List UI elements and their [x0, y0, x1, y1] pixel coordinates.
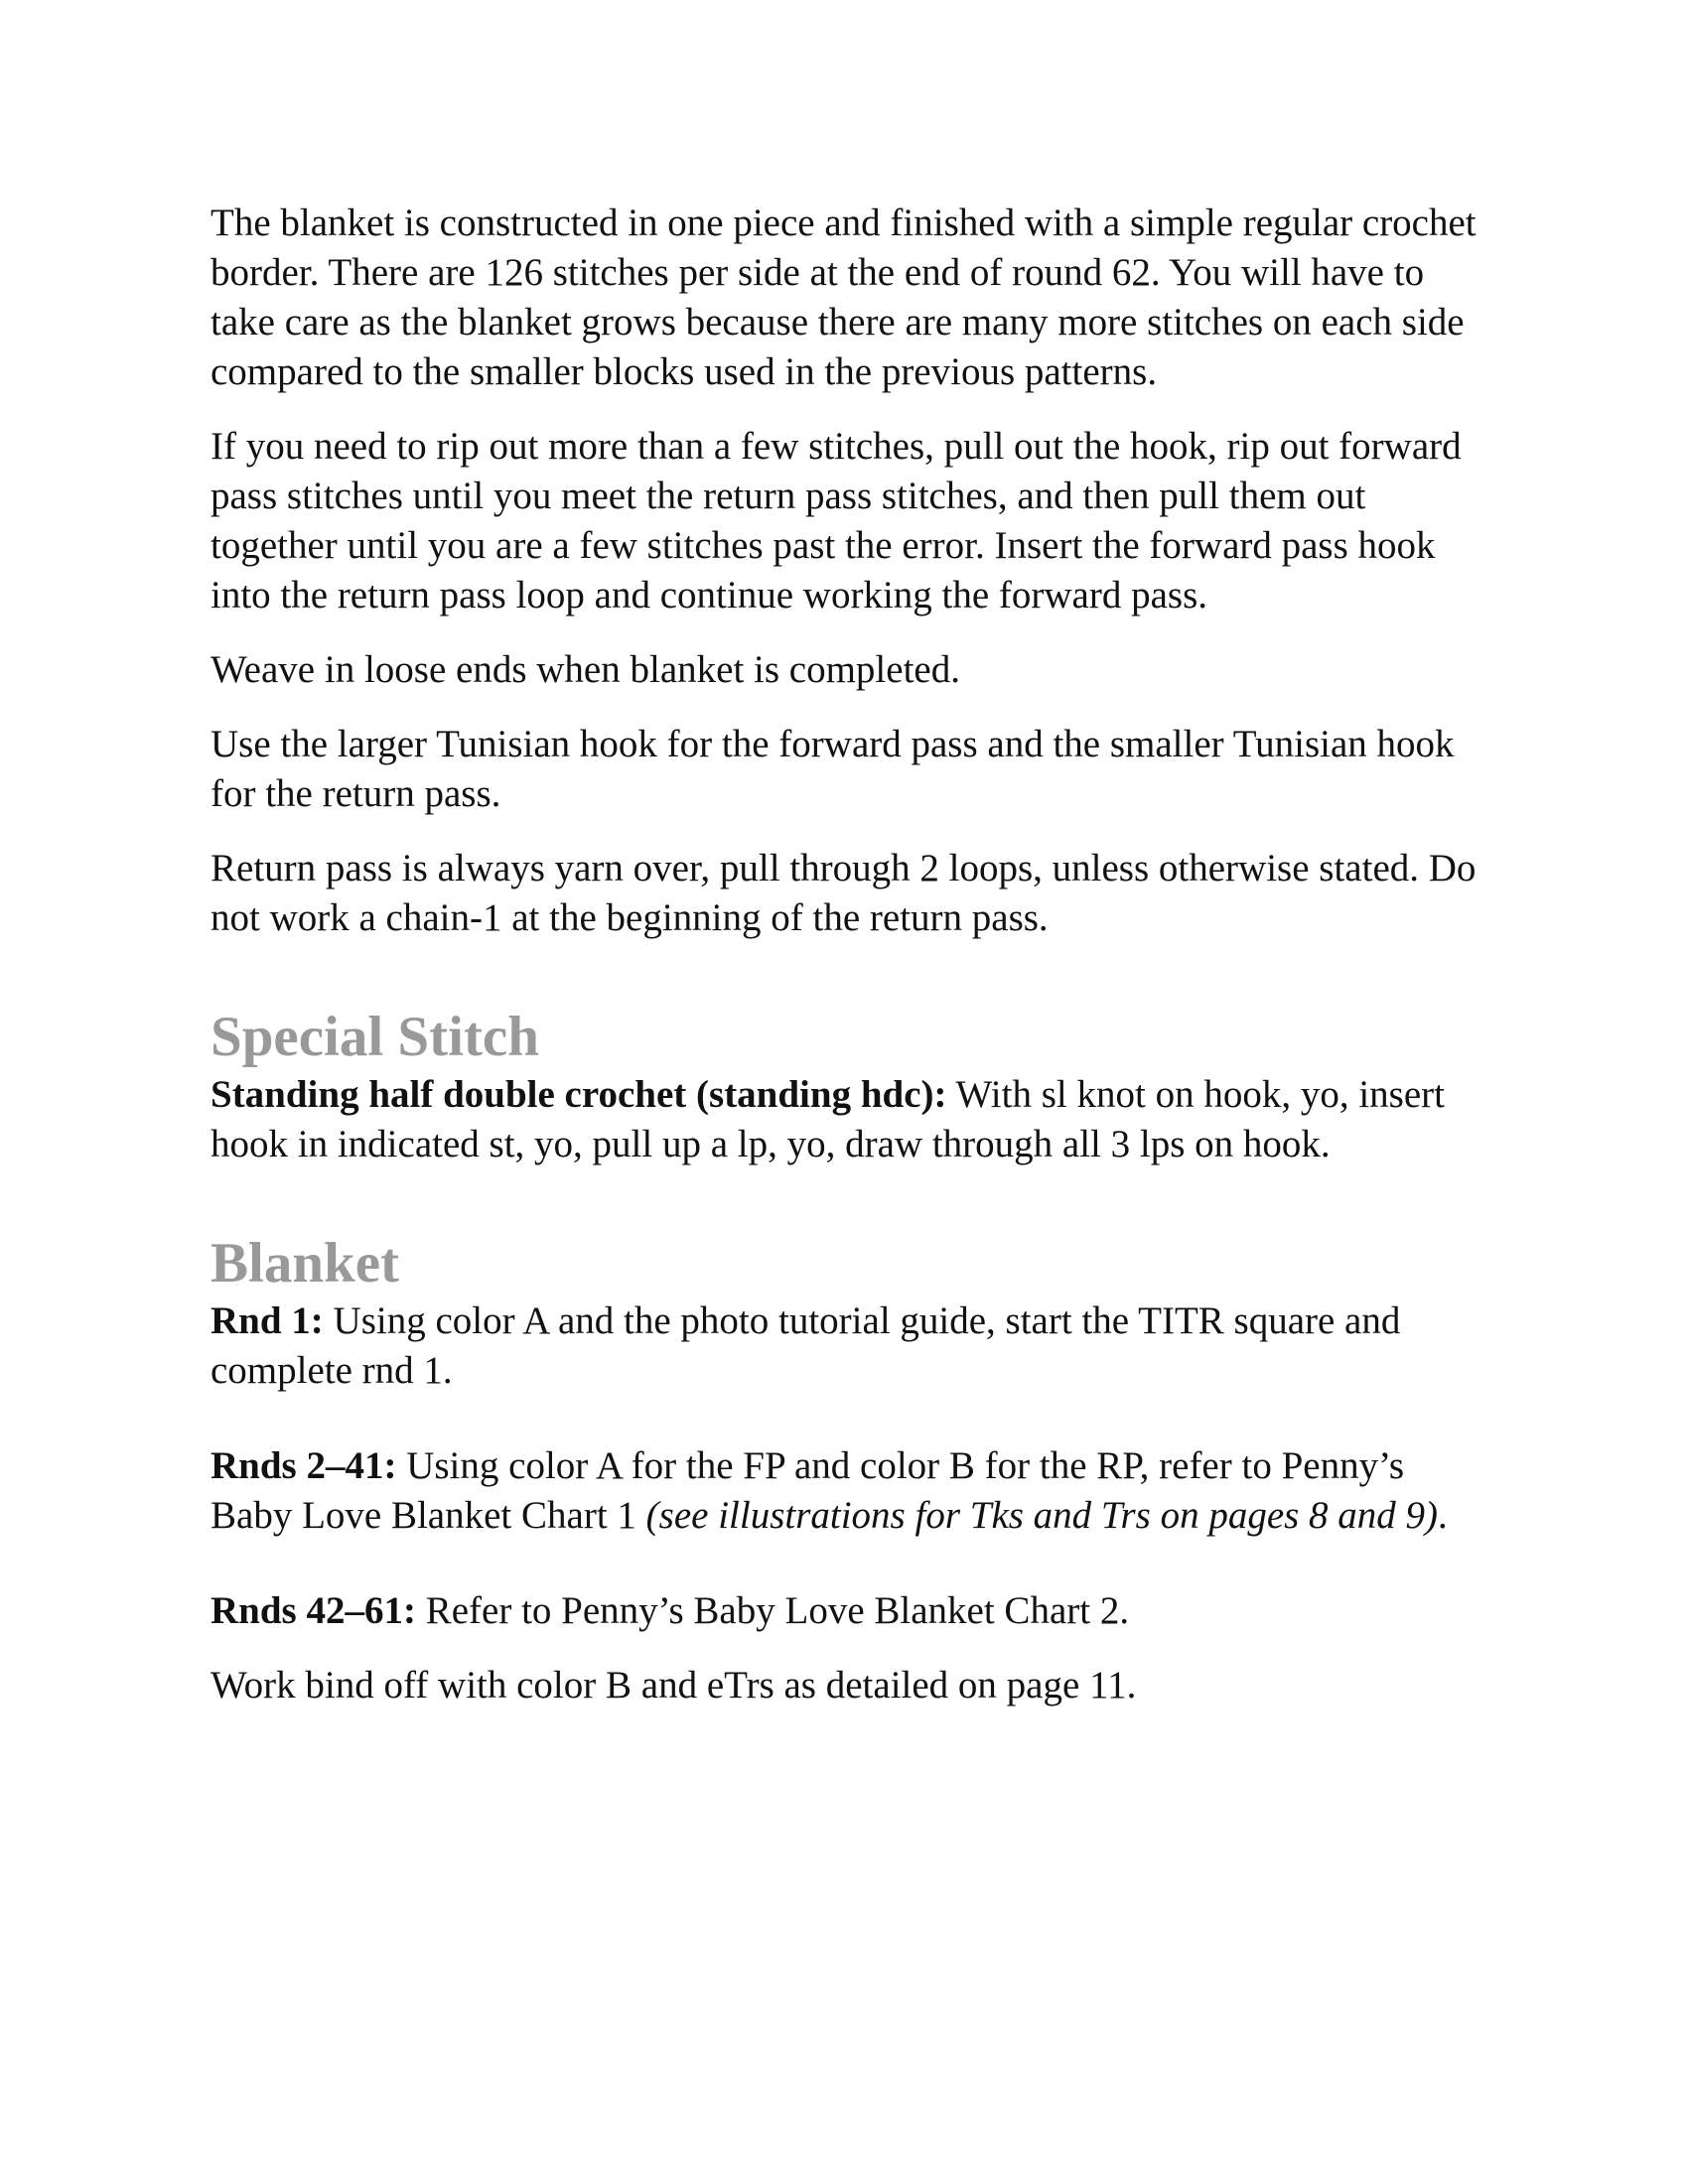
rounds-2-41-end: . [1438, 1494, 1448, 1537]
intro-paragraph-loose-ends: Weave in loose ends when blanket is completed. [211, 648, 960, 691]
rounds-42-61-label: Rnds 42–61: [211, 1589, 416, 1632]
round-1-instruction [211, 1297, 1491, 1396]
rounds-42-61-instruction [211, 1586, 1491, 1636]
special-stitch-term: Standing half double crochet (standing hdc): [211, 1073, 947, 1116]
rounds-2-41-text: Using color A for the FP and color B for the RP, refer to Penny’s Baby Love Blanket Chart 1 [211, 1444, 1405, 1537]
intro-paragraph-rip-out: If you need to rip out more than a few stitches, pull out the hook, rip out forward pass stitches until you meet the return pass stitches, and then pull them out together until you are a few stitches past the error. Insert the forward pass hook into the return pass loop and continue working the forward pass. [211, 425, 1462, 616]
intro-paragraph-construction: The blanket is constructed in one piece and finished with a simple regular crochet border. There are 126 stitches per side at the end of round 62. You will have to take care as the blanket grows because there are many more stitches on each side compared to the smaller blocks used in the previous patterns. [211, 202, 1477, 393]
round-1-text: Using color A and the photo tutorial guide, start the TITR square and complete rnd 1. [211, 1299, 1401, 1392]
rounds-2-41-label: Rnds 2–41: [211, 1444, 397, 1487]
bind-off-instruction: Work bind off with color B and eTrs as detailed on page 11. [211, 1664, 1137, 1706]
special-stitch-heading: Special Stitch [211, 1006, 539, 1068]
rounds-2-41-note: (see illustrations for Tks and Trs on pages 8 and 9) [645, 1494, 1439, 1537]
intro-paragraph-return-pass: Return pass is always yarn over, pull through 2 loops, unless otherwise stated. Do not work a chain-1 at the beginning of the return pass. [211, 847, 1477, 939]
rounds-42-61-text: Refer to Penny’s Baby Love Blanket Chart 2. [415, 1589, 1130, 1632]
rounds-2-41-instruction [211, 1441, 1491, 1541]
blanket-heading: Blanket [211, 1232, 400, 1295]
intro-paragraph-hooks: Use the larger Tunisian hook for the forward pass and the smaller Tunisian hook for the return pass. [211, 723, 1455, 815]
round-1-label: Rnd 1: [211, 1299, 324, 1342]
document-page [211, 199, 1491, 1735]
special-stitch-text: With sl knot on hook, yo, insert hook in indicated st, yo, pull up a lp, yo, draw through all 3 lps on hook. [211, 1073, 1445, 1165]
special-stitch-definition [211, 1070, 1491, 1169]
